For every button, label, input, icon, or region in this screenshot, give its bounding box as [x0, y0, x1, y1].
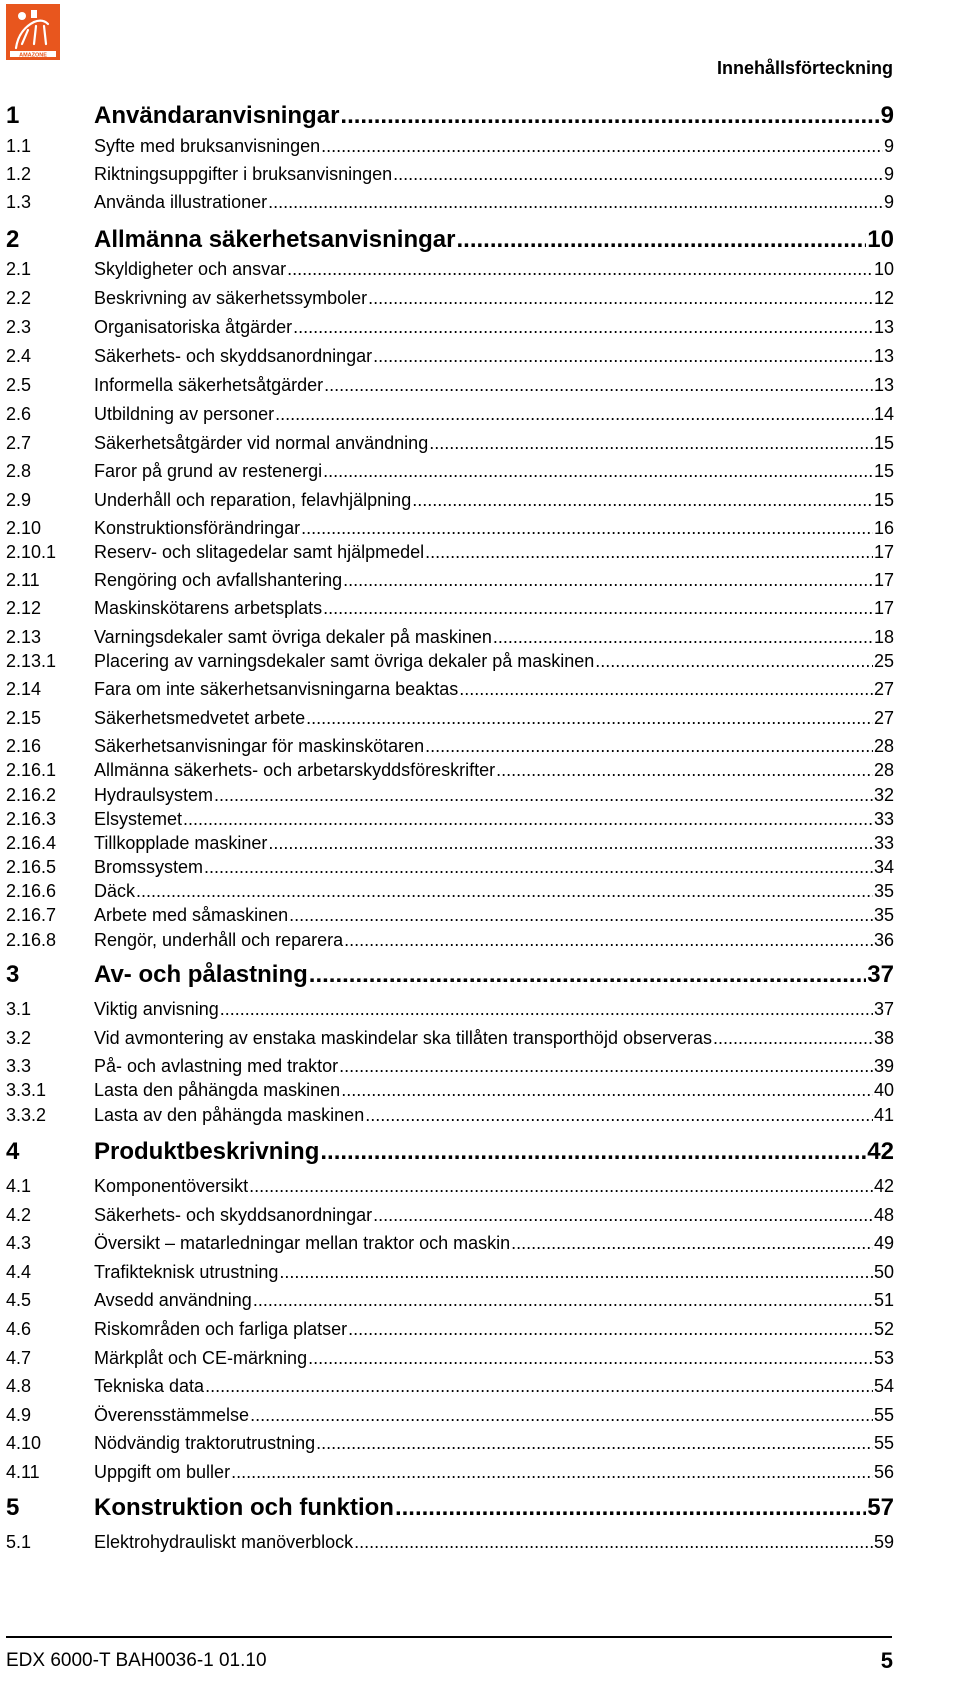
toc-section-row[interactable]	[6, 519, 894, 537]
toc-dot-leader	[301, 519, 873, 537]
toc-number: 1.1	[6, 136, 32, 156]
toc-title: Underhåll och reparation, felavhjälpning	[94, 490, 412, 510]
toc-dot-leader	[595, 652, 873, 670]
toc-section-row[interactable]	[6, 709, 894, 727]
toc-number: 1.3	[6, 192, 32, 212]
toc-page-number: 35	[873, 881, 894, 901]
footer-divider	[6, 1636, 892, 1638]
toc-page-number: 50	[873, 1262, 894, 1282]
toc-title: Maskinskötarens arbetsplats	[94, 598, 323, 618]
toc-title: Tillkopplade maskiner	[94, 833, 268, 853]
toc-dot-leader	[268, 193, 883, 211]
toc-title: Användaranvisningar	[94, 102, 340, 129]
toc-number: 4.1	[6, 1176, 32, 1196]
toc-section-row[interactable]	[6, 761, 894, 779]
toc-section-row[interactable]	[6, 1029, 894, 1047]
toc-title: Allmänna säkerhets- och arbetarskyddsföreskrifter	[94, 760, 496, 780]
toc-dot-leader	[713, 1029, 873, 1047]
toc-dot-leader	[373, 347, 873, 365]
toc-page-number: 9	[880, 102, 894, 129]
toc-chapter-row[interactable]	[6, 228, 894, 252]
toc-number: 5.1	[6, 1532, 32, 1552]
toc-number: 3.2	[6, 1028, 32, 1048]
toc-section-row[interactable]	[6, 318, 894, 336]
toc-dot-leader	[365, 1106, 873, 1124]
toc-page-number: 51	[873, 1290, 894, 1310]
toc-title: Faror på grund av restenergi	[94, 461, 323, 481]
toc-title: Säkerhetsåtgärder vid normal användning	[94, 433, 429, 453]
toc-title: Fara om inte säkerhetsanvisningarna beaktas	[94, 679, 459, 699]
toc-page-number: 25	[873, 651, 894, 671]
toc-title: Varningsdekaler samt övriga dekaler på maskinen	[94, 627, 492, 647]
toc-dot-leader	[459, 680, 873, 698]
toc-dot-leader	[323, 462, 873, 480]
toc-section-row[interactable]	[6, 1106, 894, 1124]
toc-number: 2.6	[6, 404, 32, 424]
toc-title: Använda illustrationer	[94, 192, 268, 212]
toc-title: Uppgift om buller	[94, 1462, 231, 1482]
toc-section-row[interactable]	[6, 1177, 894, 1195]
toc-number: 2.3	[6, 317, 32, 337]
toc-title: Riktningsuppgifter i bruksanvisningen	[94, 164, 393, 184]
toc-page-number: 37	[873, 999, 894, 1019]
toc-title: Rengör, underhåll och reparera	[94, 930, 344, 950]
toc-chapter-row[interactable]	[6, 1140, 894, 1164]
toc-dot-leader	[293, 318, 873, 336]
toc-dot-leader	[231, 1463, 873, 1481]
toc-section-row[interactable]	[6, 680, 894, 698]
toc-dot-leader	[321, 137, 883, 155]
toc-page-number: 16	[873, 518, 894, 538]
toc-title: Avsedd användning	[94, 1290, 252, 1310]
toc-section-row[interactable]	[6, 289, 894, 307]
toc-number: 1	[6, 102, 20, 129]
toc-page-number: 42	[867, 1138, 894, 1165]
toc-title: Skyldigheter och ansvar	[94, 259, 287, 279]
toc-chapter-row[interactable]	[6, 963, 894, 987]
toc-title: Utbildning av personer	[94, 404, 275, 424]
toc-page-number: 57	[867, 1494, 894, 1521]
toc-title: Säkerhetsmedvetet arbete	[94, 708, 306, 728]
toc-page-number: 17	[873, 598, 894, 618]
toc-title: Allmänna säkerhetsanvisningar	[94, 226, 456, 253]
toc-page-number: 35	[873, 905, 894, 925]
toc-section-row[interactable]	[6, 434, 894, 452]
toc-page-number: 9	[883, 136, 894, 156]
toc-title: Lasta av den påhängda maskinen	[94, 1105, 365, 1125]
toc-number: 4.7	[6, 1348, 32, 1368]
toc-title: Organisatoriska åtgärder	[94, 317, 293, 337]
toc-section-row[interactable]	[6, 1320, 894, 1338]
toc-dot-leader	[412, 491, 873, 509]
toc-title: Beskrivning av säkerhetssymboler	[94, 288, 368, 308]
toc-title: Säkerhets- och skyddsanordningar	[94, 1205, 373, 1225]
toc-title: Viktig anvisning	[94, 999, 219, 1019]
toc-page-number: 39	[873, 1056, 894, 1076]
toc-page-number: 42	[873, 1176, 894, 1196]
toc-section-row[interactable]	[6, 1057, 894, 1075]
toc-section-row[interactable]	[6, 1406, 894, 1424]
toc-number: 4.9	[6, 1405, 32, 1425]
toc-page-number: 34	[873, 857, 894, 877]
toc-title: Däck	[94, 881, 136, 901]
toc-number: 5	[6, 1494, 20, 1521]
toc-section-row[interactable]	[6, 1263, 894, 1281]
toc-number: 2.16.7	[6, 905, 57, 925]
toc-dot-leader	[316, 1434, 873, 1452]
header-title: Innehållsförteckning	[716, 58, 893, 78]
toc-section-row[interactable]	[6, 882, 894, 900]
toc-number: 2.4	[6, 346, 32, 366]
toc-number: 2.14	[6, 679, 42, 699]
toc-number: 2.10.1	[6, 542, 57, 562]
toc-chapter-row[interactable]	[6, 104, 894, 128]
toc-page-number: 41	[873, 1105, 894, 1125]
toc-dot-leader	[136, 882, 873, 900]
toc-page-number: 28	[873, 760, 894, 780]
toc-title: På- och avlastning med traktor	[94, 1056, 339, 1076]
toc-section-row[interactable]	[6, 543, 894, 561]
toc-page-number: 15	[873, 490, 894, 510]
toc-dot-leader	[308, 1349, 873, 1367]
amazone-logo	[6, 4, 60, 60]
toc-number: 4.3	[6, 1233, 32, 1253]
toc-title: Informella säkerhetsåtgärder	[94, 375, 324, 395]
toc-dot-leader	[323, 599, 873, 617]
toc-page-number: 59	[873, 1532, 894, 1552]
toc-number: 3.3.1	[6, 1080, 47, 1100]
toc-section-row[interactable]	[6, 137, 894, 155]
toc-dot-leader	[324, 376, 873, 394]
toc-section-row[interactable]	[6, 834, 894, 852]
toc-number: 2.9	[6, 490, 32, 510]
toc-title: Elsystemet	[94, 809, 183, 829]
toc-page-number: 37	[867, 961, 894, 988]
toc-number: 4.11	[6, 1462, 40, 1482]
toc-title: Översikt – matarledningar mellan traktor och maskin	[94, 1233, 511, 1253]
toc-number: 2.16.5	[6, 857, 57, 877]
toc-section-row[interactable]	[6, 628, 894, 646]
toc-title: Nödvändig traktorutrustning	[94, 1433, 316, 1453]
toc-section-row[interactable]	[6, 462, 894, 480]
toc-title: Överensstämmelse	[94, 1405, 250, 1425]
toc-section-row[interactable]	[6, 376, 894, 394]
toc-page-number: 13	[873, 375, 894, 395]
toc-section-row[interactable]	[6, 1533, 894, 1551]
toc-section-row[interactable]	[6, 491, 894, 509]
toc-dot-leader	[268, 834, 873, 852]
toc-dot-leader	[249, 1177, 873, 1195]
toc-section-row[interactable]	[6, 858, 894, 876]
toc-number: 2.16.1	[6, 760, 57, 780]
toc-section-row[interactable]	[6, 786, 894, 804]
toc-page-number: 40	[873, 1080, 894, 1100]
toc-dot-leader	[320, 1140, 866, 1164]
toc-dot-leader	[343, 571, 873, 589]
toc-page-number: 17	[873, 570, 894, 590]
toc-section-row[interactable]	[6, 931, 894, 949]
toc-title: Komponentöversikt	[94, 1176, 249, 1196]
toc-title: Arbete med såmaskinen	[94, 905, 289, 925]
toc-section-row[interactable]	[6, 347, 894, 365]
footer-page-number: 5	[880, 1648, 893, 1673]
toc-dot-leader	[373, 1206, 873, 1224]
toc-title: Hydraulsystem	[94, 785, 214, 805]
toc-section-row[interactable]	[6, 1377, 894, 1395]
toc-dot-leader	[429, 434, 873, 452]
toc-dot-leader	[205, 1377, 873, 1395]
toc-number: 2.15	[6, 708, 42, 728]
toc-page-number: 10	[873, 259, 894, 279]
toc-title: Rengöring och avfallshantering	[94, 570, 343, 590]
toc-dot-leader	[348, 1320, 873, 1338]
toc-page-number: 13	[873, 317, 894, 337]
toc-number: 3.3	[6, 1056, 32, 1076]
toc-number: 2.13	[6, 627, 42, 647]
toc-title: Av- och pålastning	[94, 961, 308, 988]
toc-page-number: 48	[873, 1205, 894, 1225]
toc-dot-leader	[183, 810, 873, 828]
toc-page-number: 54	[873, 1376, 894, 1396]
toc-dot-leader	[425, 737, 873, 755]
toc-dot-leader	[204, 858, 873, 876]
toc-dot-leader	[344, 931, 873, 949]
toc-dot-leader	[287, 260, 873, 278]
toc-page-number: 55	[873, 1405, 894, 1425]
toc-chapter-row[interactable]	[6, 1496, 894, 1520]
toc-dot-leader	[354, 1533, 873, 1551]
toc-title: Konstruktion och funktion	[94, 1494, 394, 1521]
toc-dot-leader	[456, 228, 866, 252]
footer-document-id: EDX 6000-T BAH0036-1 01.10	[6, 1650, 267, 1671]
toc-page-number: 55	[873, 1433, 894, 1453]
toc-title: Reserv- och slitagedelar samt hjälpmedel	[94, 542, 425, 562]
toc-number: 2.16.8	[6, 930, 57, 950]
toc-page-number: 49	[873, 1233, 894, 1253]
toc-page-number: 17	[873, 542, 894, 562]
toc-page-number: 36	[873, 930, 894, 950]
toc-dot-leader	[309, 963, 867, 987]
toc-number: 2.11	[6, 570, 40, 590]
toc-page-number: 14	[873, 404, 894, 424]
toc-section-row[interactable]	[6, 165, 894, 183]
toc-number: 2.5	[6, 375, 32, 395]
toc-number: 2.16	[6, 736, 42, 756]
toc-title: Säkerhets- och skyddsanordningar	[94, 346, 373, 366]
toc-dot-leader	[511, 1234, 873, 1252]
toc-page-number: 15	[873, 461, 894, 481]
toc-number: 2.7	[6, 433, 32, 453]
toc-title: Elektrohydrauliskt manöverblock	[94, 1532, 354, 1552]
toc-number: 4.10	[6, 1433, 42, 1453]
toc-section-row[interactable]	[6, 810, 894, 828]
toc-title: Tekniska data	[94, 1376, 205, 1396]
toc-dot-leader	[496, 761, 873, 779]
toc-section-row[interactable]	[6, 571, 894, 589]
toc-dot-leader	[279, 1263, 873, 1281]
toc-section-row[interactable]	[6, 1434, 894, 1452]
toc-dot-leader	[250, 1406, 873, 1424]
toc-number: 2.8	[6, 461, 32, 481]
toc-title: Produktbeskrivning	[94, 1138, 320, 1165]
toc-dot-leader	[425, 543, 873, 561]
toc-number: 2.10	[6, 518, 42, 538]
toc-page-number: 27	[873, 679, 894, 699]
toc-section-row[interactable]	[6, 193, 894, 211]
toc-page-number: 18	[873, 627, 894, 647]
toc-page-number: 27	[873, 708, 894, 728]
toc-number: 3	[6, 961, 20, 988]
toc-section-row[interactable]	[6, 737, 894, 755]
toc-page-number: 12	[873, 288, 894, 308]
toc-section-row[interactable]	[6, 405, 894, 423]
toc-section-row[interactable]	[6, 652, 894, 670]
toc-dot-leader	[289, 906, 873, 924]
toc-section-row[interactable]	[6, 260, 894, 278]
toc-page-number: 15	[873, 433, 894, 453]
toc-title: Syfte med bruksanvisningen	[94, 136, 321, 156]
toc-number: 4.8	[6, 1376, 32, 1396]
toc-page-number: 13	[873, 346, 894, 366]
toc-page-number: 9	[883, 192, 894, 212]
toc-page-number: 38	[873, 1028, 894, 1048]
toc-dot-leader	[340, 104, 879, 128]
toc-number: 4.4	[6, 1262, 32, 1282]
toc-page-number: 33	[873, 809, 894, 829]
toc-number: 2.16.3	[6, 809, 57, 829]
toc-number: 3.1	[6, 999, 32, 1019]
toc-number: 4.5	[6, 1290, 32, 1310]
toc-title: Trafikteknisk utrustning	[94, 1262, 279, 1282]
toc-page-number: 9	[883, 164, 894, 184]
toc-title: Lasta den påhängda maskinen	[94, 1080, 341, 1100]
toc-page-number: 56	[873, 1462, 894, 1482]
toc-section-row[interactable]	[6, 1463, 894, 1481]
toc-dot-leader	[253, 1291, 873, 1309]
toc-number: 2.13.1	[6, 651, 57, 671]
toc-number: 4.6	[6, 1319, 32, 1339]
toc-number: 2.16.2	[6, 785, 57, 805]
toc-title: Vid avmontering av enstaka maskindelar ska tillåten transporthöjd observeras	[94, 1028, 712, 1048]
toc-title: Riskområden och farliga platser	[94, 1319, 348, 1339]
toc-section-row[interactable]	[6, 1000, 894, 1018]
toc-page-number: 52	[873, 1319, 894, 1339]
toc-number: 1.2	[6, 164, 32, 184]
toc-page-number: 33	[873, 833, 894, 853]
toc-title: Placering av varningsdekaler samt övriga dekaler på maskinen	[94, 651, 595, 671]
toc-dot-leader	[214, 786, 873, 804]
toc-section-row[interactable]	[6, 599, 894, 617]
toc-number: 2.12	[6, 598, 42, 618]
toc-number: 2	[6, 226, 20, 253]
toc-page-number: 32	[873, 785, 894, 805]
toc-number: 2.16.4	[6, 833, 57, 853]
toc-title: Säkerhetsanvisningar för maskinskötaren	[94, 736, 425, 756]
toc-dot-leader	[275, 405, 873, 423]
toc-dot-leader	[368, 289, 873, 307]
toc-number: 2.16.6	[6, 881, 57, 901]
toc-dot-leader	[493, 628, 873, 646]
toc-dot-leader	[339, 1057, 873, 1075]
toc-section-row[interactable]	[6, 1349, 894, 1367]
toc-dot-leader	[220, 1000, 873, 1018]
toc-section-row[interactable]	[6, 1234, 894, 1252]
toc-title: Konstruktionsförändringar	[94, 518, 301, 538]
toc-page-number: 28	[873, 736, 894, 756]
toc-number: 4	[6, 1138, 20, 1165]
toc-number: 3.3.2	[6, 1105, 47, 1125]
toc-title: Märkplåt och CE-märkning	[94, 1348, 308, 1368]
toc-number: 2.2	[6, 288, 32, 308]
toc-dot-leader	[395, 1496, 866, 1520]
toc-section-row[interactable]	[6, 1081, 894, 1099]
toc-section-row[interactable]	[6, 1291, 894, 1309]
toc-section-row[interactable]	[6, 906, 894, 924]
toc-dot-leader	[393, 165, 883, 183]
toc-section-row[interactable]	[6, 1206, 894, 1224]
toc-page-number: 10	[867, 226, 894, 253]
toc-title: Bromssystem	[94, 857, 204, 877]
svg-text:AMAZONE: AMAZONE	[19, 52, 47, 59]
toc-number: 2.1	[6, 259, 32, 279]
toc-dot-leader	[341, 1081, 873, 1099]
toc-page-number: 53	[873, 1348, 894, 1368]
toc-dot-leader	[306, 709, 873, 727]
toc-number: 4.2	[6, 1205, 32, 1225]
